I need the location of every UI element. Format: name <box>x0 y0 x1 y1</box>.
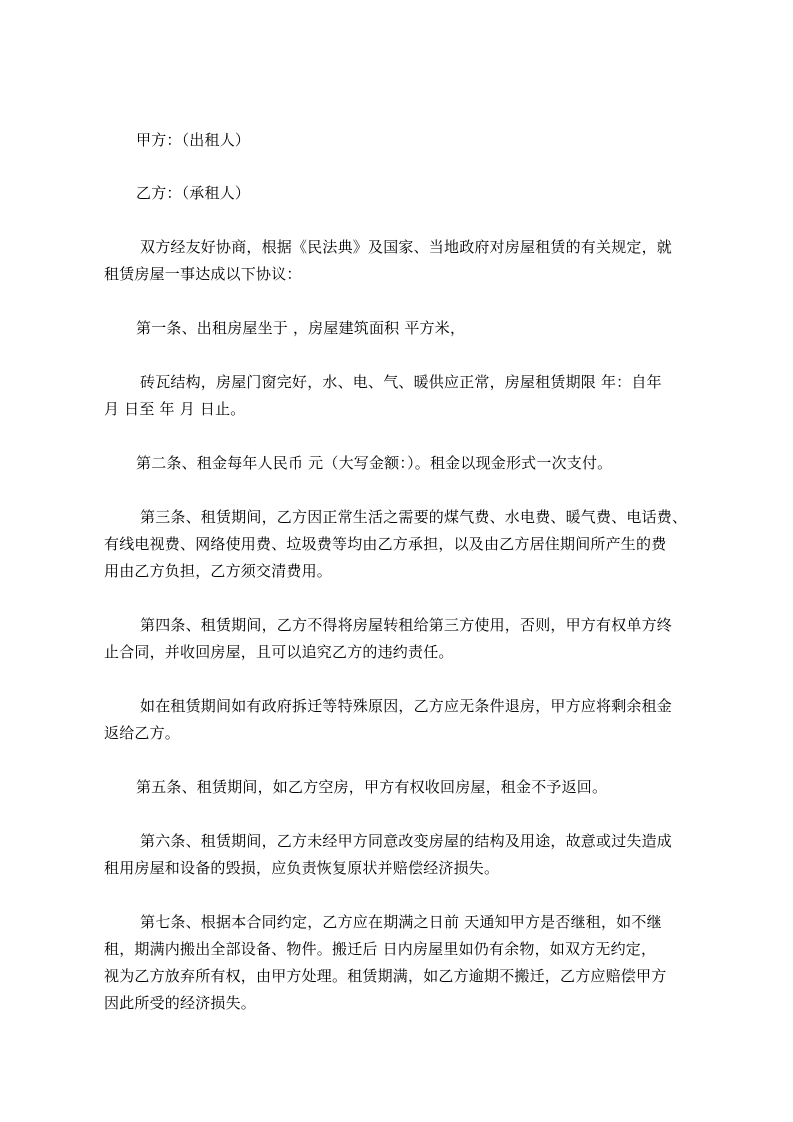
article-4-line-1: 第四条、租赁期间，乙方不得将房屋转租给第三方使用，否则，甲方有权单方终 <box>140 616 673 634</box>
party-b-line: 乙方：（承租人） <box>136 184 251 202</box>
article-3-line-3: 用由乙方负担，乙方须交清费用。 <box>104 562 333 580</box>
article-3-line-1: 第三条、租赁期间，乙方因正常生活之需要的煤气费、水电费、暖气费、电话费、 <box>140 508 688 526</box>
article-2-line: 第二条、租金每年人民币 元（大写金额：）。租金以现金形式一次支付。 <box>136 454 613 472</box>
article-4b-line-1: 如在租赁期间如有政府拆迁等特殊原因，乙方应无条件退房，甲方应将剩余租金 <box>140 697 673 715</box>
article-1b-line-2: 月 日至 年 月 日止。 <box>104 400 246 418</box>
article-4-line-2: 止合同，并收回房屋，且可以追究乙方的违约责任。 <box>104 643 454 661</box>
article-5-line: 第五条、租赁期间，如乙方空房，甲方有权收回房屋，租金不予返回。 <box>136 778 608 796</box>
party-a-line: 甲方：（出租人） <box>136 131 251 149</box>
article-7-line-1: 第七条、根据本合同约定，乙方应在期满之日前 天通知甲方是否继租，如不继 <box>140 913 662 931</box>
intro-line-2: 租赁房屋一事达成以下协议： <box>104 265 302 283</box>
article-6-line-1: 第六条、租赁期间，乙方未经甲方同意改变房屋的结构及用途，故意或过失造成 <box>140 832 673 850</box>
article-7-line-2: 租，期满内搬出全部设备、物件。搬迁后 日内房屋里如仍有余物，如双方无约定， <box>104 940 657 958</box>
article-7-line-3: 视为乙方放弃所有权，由甲方处理。租赁期满，如乙方逾期不搬迁，乙方应赔偿甲方 <box>104 967 667 985</box>
article-1b-line-1: 砖瓦结构，房屋门窗完好，水、电、气、暖供应正常，房屋租赁期限 年：自年 <box>140 373 662 391</box>
article-4b-line-2: 返给乙方。 <box>104 724 181 742</box>
article-6-line-2: 租用房屋和设备的毁损，应负责恢复原状并赔偿经济损失。 <box>104 859 500 877</box>
intro-line-1: 双方经友好协商，根据《民法典》及国家、当地政府对房屋租赁的有关规定，就 <box>140 238 673 256</box>
article-3-line-2: 有线电视费、网络使用费、垃圾费等均由乙方承担，以及由乙方居住期间所产生的费 <box>104 535 667 553</box>
article-7-line-4: 因此所受的经济损失。 <box>104 994 257 1012</box>
article-1-line: 第一条、出租房屋坐于 ，房屋建筑面积 平方米， <box>136 319 466 337</box>
